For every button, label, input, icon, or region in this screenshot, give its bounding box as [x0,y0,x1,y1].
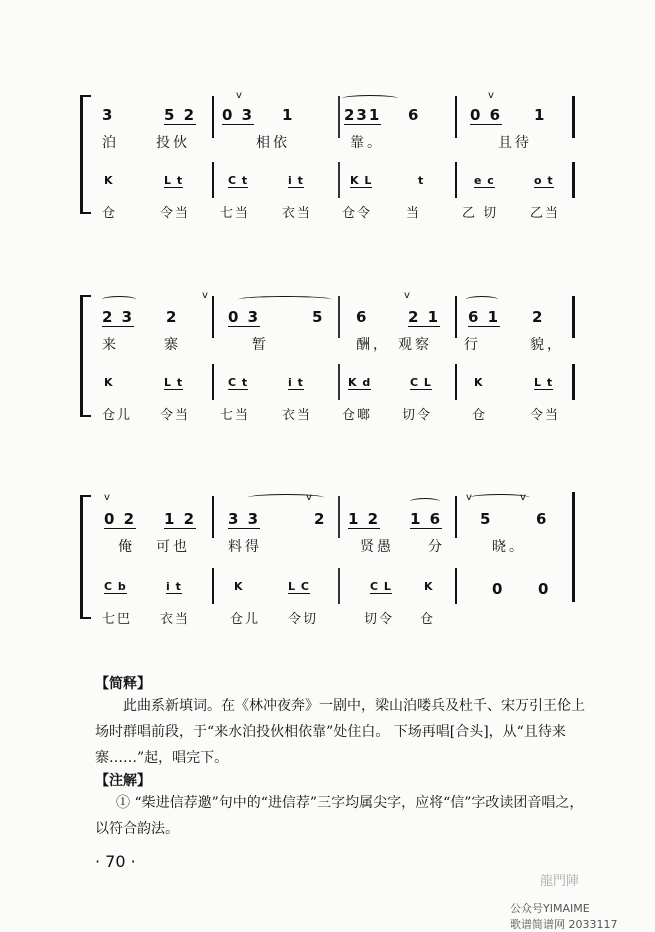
lyric: 泊 [102,135,119,151]
end-barline [572,364,575,400]
syllable: 衣当 [282,408,313,423]
barline [338,364,340,400]
perc-symbol: i t [166,580,182,593]
watermark-logo: 龍門陣 [540,874,580,889]
perc-symbol: K L [350,174,373,187]
slur [238,296,332,303]
section-heading: 【简释】 [95,676,151,692]
perc-symbol: t [418,174,425,187]
syllable: 仓儿 [230,612,261,627]
syllable: 七巴 [102,612,133,627]
system-bracket [80,495,91,619]
lyric: 暂 [252,337,269,353]
note: 1 6 [410,510,443,528]
note: 5 2 [164,106,197,124]
perc-symbol: K d [348,376,372,389]
lyric: 晓。 [492,539,526,555]
note: 5 [312,308,325,326]
end-barline [572,162,575,198]
lyric: 贤愚 [360,539,394,555]
lyric: 投伙 [156,135,190,151]
barline [455,496,457,538]
syllable: 衣当 [160,612,191,627]
note: 2 3 [102,308,135,326]
perc-symbol: L C [288,580,310,593]
barline [455,568,457,604]
note: 2 1 [408,308,441,326]
rest: 0 [538,580,551,598]
note: 1 2 [348,510,381,528]
syllable: 切令 [364,612,395,627]
watermark-account: 公众号YIMAIME [510,902,590,915]
perc-symbol: L t [534,376,554,389]
lyric: 且待 [498,135,532,151]
breath-mark: v [520,492,526,503]
perc-symbol: L t [164,376,184,389]
note: 2 [532,308,545,326]
jianshi-section [95,673,595,771]
note: 0 2 [104,510,137,528]
note: 6 [356,308,369,326]
breath-mark: v [306,492,312,503]
slur [410,498,440,505]
note: 0 3 [228,308,261,326]
perc-symbol: e c [474,174,495,187]
note: 0 6 [470,106,503,124]
lyric: 分 [428,539,445,555]
barline [338,296,340,338]
syllable: 七当 [220,206,251,221]
lyric: 可也 [156,539,190,555]
breath-mark: v [202,290,208,301]
note: 6 1 [468,308,501,326]
perc-symbol: K [474,376,484,389]
barline [212,568,214,604]
end-barline [572,492,575,602]
perc-symbol: i t [288,174,304,187]
perc-symbol: C t [228,174,249,187]
syllable: 乙 切 [462,206,499,221]
barline [338,162,340,198]
perc-symbol: C L [370,580,392,593]
end-barline [572,296,575,338]
barline [212,496,214,538]
score-system-1 [80,90,580,221]
lyric: 料得 [228,539,262,555]
syllable: 七当 [220,408,251,423]
note: 5 [480,510,493,528]
note: 6 [536,510,549,528]
syllable: 令当 [160,206,191,221]
breath-mark: v [236,90,242,101]
section-body: ① “柴进信荐邀”句中的“进信荐”三字均属尖字，应将“信”字改读团音唱之，以符合韵法。 [95,795,584,837]
perc-symbol: K [104,174,114,187]
breath-mark: v [404,290,410,301]
score-system-3 [80,490,580,625]
note: 2 [314,510,327,528]
slur [466,296,498,303]
syllable: 仓 [102,206,118,221]
barline [212,96,214,138]
breath-mark: v [104,492,110,503]
lyric: 靠。 [350,135,384,151]
syllable: 仓 [472,408,488,423]
perc-symbol: K [424,580,434,593]
barline [212,296,214,338]
syllable: 衣当 [282,206,313,221]
watermark-site: 歌谱简谱网 2033117 [510,918,618,931]
lyric: 行 [464,337,481,353]
barline [455,296,457,338]
barline [338,568,340,604]
note: 2 [166,308,179,326]
perc-symbol: i t [288,376,304,389]
note: 1 [282,106,295,124]
note: 231 [344,106,382,124]
section-body: 此曲系新填词。在《林冲夜奔》一剧中，梁山泊喽兵及杜千、宋万引王伦上场时群唱前段，于“来水泊投伙相依靠”处住白。 下场再唱[合头]，从“且待来寨……”起，唱完下。 [95,698,585,766]
syllable: 仓儿 [102,408,133,423]
perc-symbol: C t [228,376,249,389]
rest: 0 [492,580,505,598]
note: 1 [534,106,547,124]
system-bracket [80,95,91,214]
note: 6 [408,106,421,124]
barline [212,364,214,400]
perc-symbol: K [104,376,114,389]
lyric: 观察 [398,337,432,353]
perc-symbol: o t [534,174,554,187]
barline [338,496,340,538]
note: 3 [102,106,115,124]
watermark-text [510,900,618,932]
note: 1 2 [164,510,197,528]
lyric: 貌， [530,337,564,353]
barline [212,162,214,198]
barline [455,364,457,400]
note: 3 3 [228,510,261,528]
syllable: 仓 [420,612,436,627]
syllable: 令当 [160,408,191,423]
section-heading: 【注解】 [95,773,151,789]
slur [102,296,136,303]
syllable: 乙当 [530,206,561,221]
syllable: 切令 [402,408,433,423]
lyric: 来 [102,337,119,353]
system-bracket [80,295,91,417]
syllable: 令切 [288,612,319,627]
perc-symbol: K [234,580,244,593]
slur [342,95,398,102]
lyric: 相依 [256,135,290,151]
score-system-2 [80,290,580,423]
syllable: 仓令 [342,206,373,221]
syllable: 仓啷 [342,408,373,423]
end-barline [572,96,575,138]
lyric: 寨 [164,337,181,353]
slur [248,494,324,501]
breath-mark: v [466,492,472,503]
perc-symbol: C L [410,376,432,389]
barline [455,96,457,138]
note: 0 3 [222,106,255,124]
breath-mark: v [488,90,494,101]
lyric: 俺 [118,539,135,555]
syllable: 当 [406,206,422,221]
lyric: 酬， [356,337,390,353]
page-number: · 70 · [95,852,136,871]
syllable: 令当 [530,408,561,423]
barline [338,96,340,138]
perc-symbol: L t [164,174,184,187]
zhujie-section [95,770,595,842]
perc-symbol: C b [104,580,127,593]
barline [455,162,457,198]
